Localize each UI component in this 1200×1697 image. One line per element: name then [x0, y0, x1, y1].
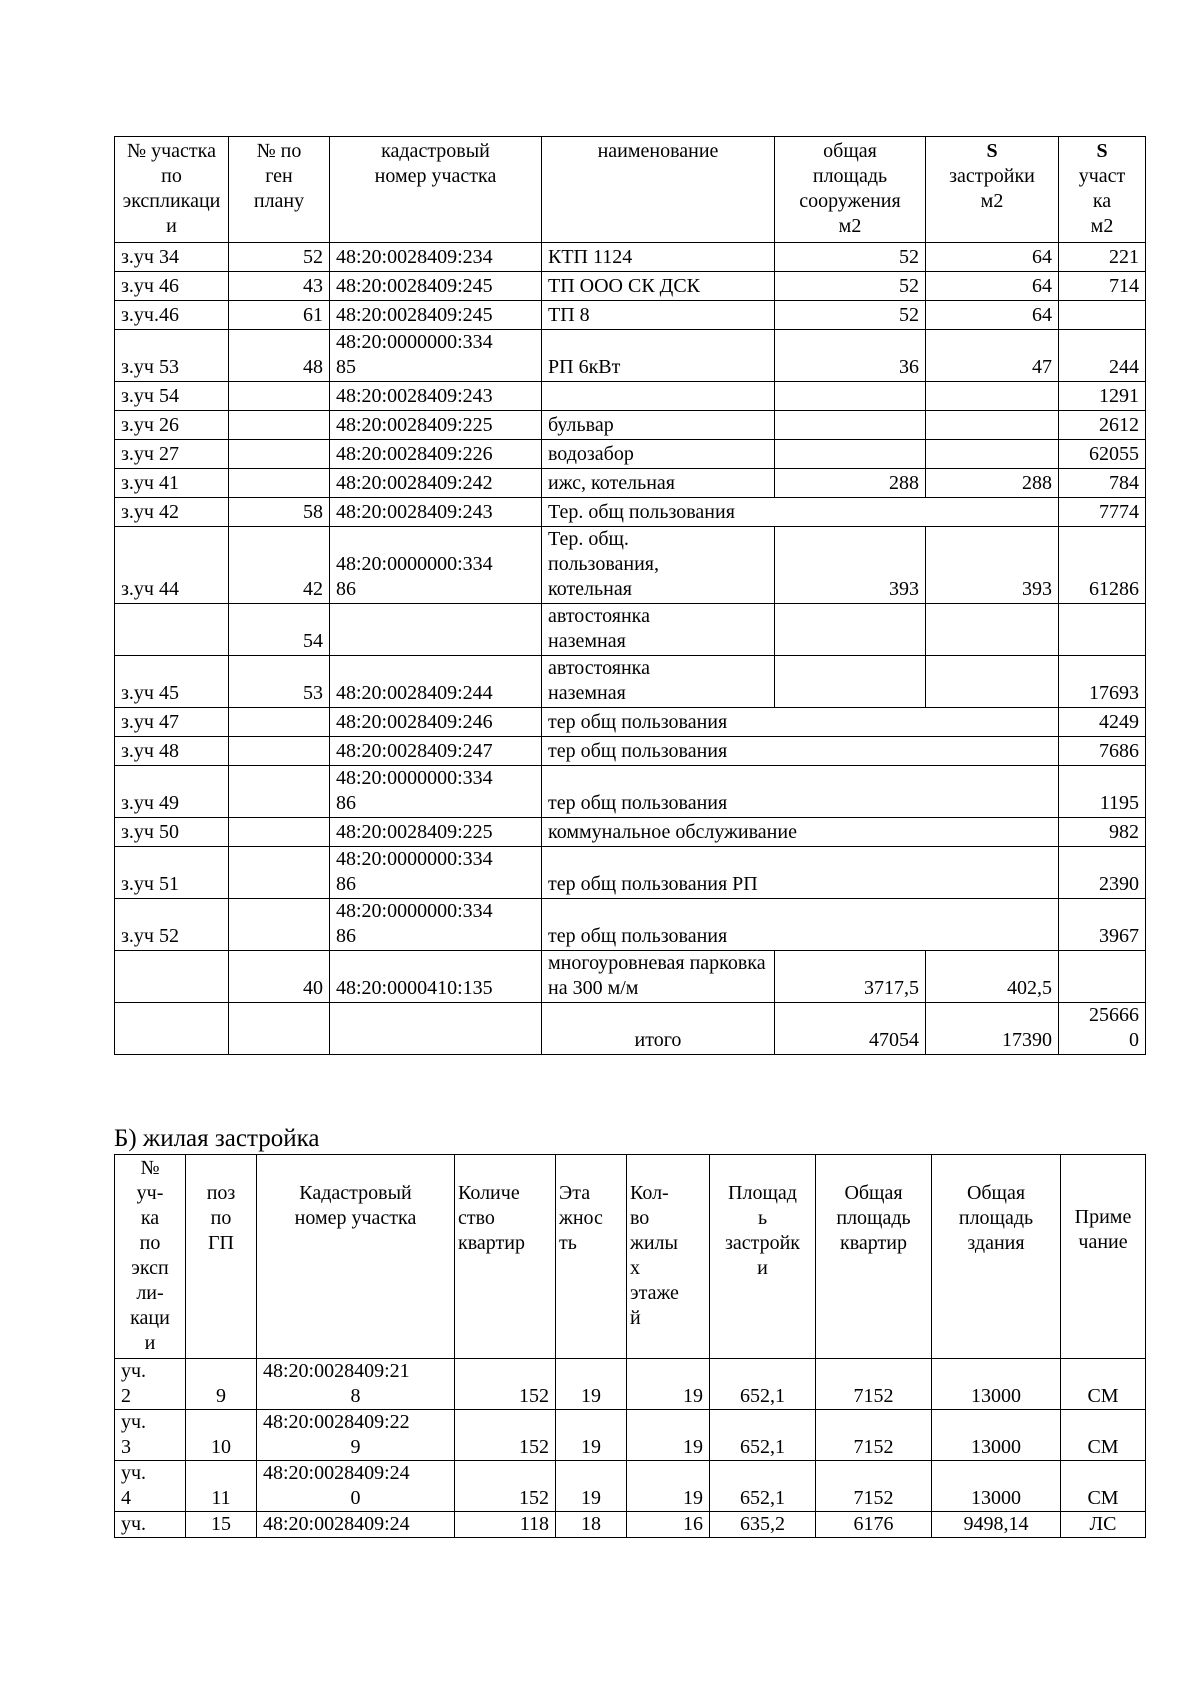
plot-number-cell: [115, 951, 229, 1003]
plot-number-cell: з.уч 54: [115, 382, 229, 411]
built-area-cell: [926, 382, 1059, 411]
living-floors-cell: 16: [627, 1512, 710, 1538]
table-row: [115, 1359, 1146, 1410]
cadastral-cell: 48:20:0028409:22 9: [257, 1410, 455, 1461]
cadastral-cell: 48:20:0028409:243: [330, 382, 542, 411]
table-row: [115, 766, 1146, 818]
plot-number-cell: з.уч 53: [115, 330, 229, 382]
plot-number-cell: з.уч 50: [115, 818, 229, 847]
living-floors-cell: 19: [627, 1461, 710, 1512]
cadastral-cell: 48:20:0028409:225: [330, 818, 542, 847]
built-area-cell: 288: [926, 469, 1059, 498]
genplan-cell: [229, 737, 330, 766]
apartments-cell: 152: [455, 1461, 556, 1512]
living-floors-cell: 19: [627, 1359, 710, 1410]
table-row: [115, 899, 1146, 951]
table-row: [115, 243, 1146, 272]
plot-number-cell: з.уч 47: [115, 708, 229, 737]
total-label: итого: [542, 1003, 775, 1055]
area-cell: [775, 604, 926, 656]
area-cell: [775, 411, 926, 440]
built-area-cell: 64: [926, 301, 1059, 330]
genplan-cell: [229, 411, 330, 440]
plot-number-cell: з.уч 51: [115, 847, 229, 899]
cadastral-cell: [330, 604, 542, 656]
plot-area-cell: 3967: [1059, 899, 1146, 951]
plot-number-cell: з.уч 46: [115, 272, 229, 301]
header-name: наименование: [542, 137, 775, 243]
table-row: [115, 951, 1146, 1003]
cadastral-cell: 48:20:0028409:242: [330, 469, 542, 498]
plot-cell: уч. 3: [115, 1410, 186, 1461]
apartments-cell: 118: [455, 1512, 556, 1538]
apartment-area-cell: 7152: [816, 1461, 932, 1512]
table-row: [115, 301, 1146, 330]
total-plot-area: 25666 0: [1059, 1003, 1146, 1055]
genplan-cell: 52: [229, 243, 330, 272]
plot-area-cell: [1059, 951, 1146, 1003]
plot-number-cell: з.уч 45: [115, 656, 229, 708]
name-cell: Тер. общ. пользования, котельная: [542, 527, 775, 604]
area-cell: [775, 656, 926, 708]
floors-cell: 19: [556, 1359, 627, 1410]
table-row: [115, 1461, 1146, 1512]
name-cell: многоуровневая парковка на 300 м/м: [542, 951, 775, 1003]
built-area-cell: [926, 411, 1059, 440]
genplan-cell: [229, 818, 330, 847]
plot-number-cell: з.уч 27: [115, 440, 229, 469]
name-cell: тер общ пользования: [542, 737, 1059, 766]
cadastral-cell: 48:20:0028409:21 8: [257, 1359, 455, 1410]
plot-number-cell: з.уч 26: [115, 411, 229, 440]
plot-area-cell: 61286: [1059, 527, 1146, 604]
table-row: [115, 411, 1146, 440]
header-floors: Эта жнос ть: [556, 1155, 627, 1359]
cadastral-cell: 48:20:0028409:225: [330, 411, 542, 440]
floors-cell: 18: [556, 1512, 627, 1538]
header-genplan-number: № по ген плану: [229, 137, 330, 243]
area-cell: 393: [775, 527, 926, 604]
total-built-area: 17390: [926, 1003, 1059, 1055]
built-area-cell: 652,1: [710, 1410, 816, 1461]
header-cadastral-number: кадастровый номер участка: [330, 137, 542, 243]
area-cell: 288: [775, 469, 926, 498]
residential-table: [114, 1154, 1146, 1538]
name-cell: водозабор: [542, 440, 775, 469]
table-row: [115, 1512, 1146, 1538]
name-cell: коммунальное обслуживание: [542, 818, 1059, 847]
plot-area-cell: 221: [1059, 243, 1146, 272]
area-cell: 52: [775, 243, 926, 272]
apartments-cell: 152: [455, 1410, 556, 1461]
living-floors-cell: 19: [627, 1410, 710, 1461]
cadastral-cell: 48:20:0000000:334 86: [330, 899, 542, 951]
name-cell: РП 6кВт: [542, 330, 775, 382]
built-area-cell: [926, 440, 1059, 469]
header-plot: № уч- ка по эксп ли- каци и: [115, 1155, 186, 1359]
table-row: [115, 272, 1146, 301]
position-cell: 9: [186, 1359, 257, 1410]
cadastral-cell: 48:20:0000000:334 86: [330, 766, 542, 818]
plot-number-cell: з.уч.46: [115, 301, 229, 330]
plot-area-cell: [1059, 301, 1146, 330]
plot-number-cell: з.уч 34: [115, 243, 229, 272]
cadastral-cell: 48:20:0000410:135: [330, 951, 542, 1003]
area-cell: [775, 440, 926, 469]
table-row: [115, 382, 1146, 411]
note-cell: СМ: [1061, 1359, 1146, 1410]
cadastral-cell: 48:20:0028409:234: [330, 243, 542, 272]
name-cell: [542, 382, 775, 411]
plot-area-cell: 1291: [1059, 382, 1146, 411]
table-row: [115, 818, 1146, 847]
apartment-area-cell: 7152: [816, 1410, 932, 1461]
area-cell: 36: [775, 330, 926, 382]
built-area-cell: 64: [926, 272, 1059, 301]
cadastral-cell: 48:20:0000000:334 86: [330, 847, 542, 899]
name-cell: бульвар: [542, 411, 775, 440]
genplan-cell: [229, 440, 330, 469]
genplan-cell: 54: [229, 604, 330, 656]
plot-area-cell: 714: [1059, 272, 1146, 301]
table-row: [115, 1410, 1146, 1461]
built-area-cell: 47: [926, 330, 1059, 382]
cadastral-cell: 48:20:0028409:243: [330, 498, 542, 527]
plot-area-cell: 1195: [1059, 766, 1146, 818]
building-area-cell: 9498,14: [932, 1512, 1061, 1538]
name-cell: тер общ пользования: [542, 708, 1059, 737]
plot-area-cell: 784: [1059, 469, 1146, 498]
built-area-cell: [926, 656, 1059, 708]
table-row: [115, 604, 1146, 656]
name-cell: автостоянка наземная: [542, 604, 775, 656]
genplan-cell: 53: [229, 656, 330, 708]
name-cell: тер общ пользования РП: [542, 847, 1059, 899]
genplan-cell: [229, 766, 330, 818]
plot-number-cell: [115, 604, 229, 656]
plot-cell: уч. 4: [115, 1461, 186, 1512]
area-cell: 52: [775, 301, 926, 330]
header-apartments: Количе ство квартир: [455, 1155, 556, 1359]
plot-number-cell: з.уч 42: [115, 498, 229, 527]
table-row: [115, 440, 1146, 469]
building-area-cell: 13000: [932, 1461, 1061, 1512]
table-row: [115, 656, 1146, 708]
plot-cell: уч.: [115, 1512, 186, 1538]
name-cell: тер общ пользования: [542, 899, 1059, 951]
table-row: [115, 330, 1146, 382]
plot-area-cell: [1059, 604, 1146, 656]
table-row: [115, 469, 1146, 498]
section-title: Б) жилая застройка: [114, 1125, 320, 1152]
plot-area-cell: 4249: [1059, 708, 1146, 737]
name-cell: тер общ пользования: [542, 766, 1059, 818]
building-area-cell: 13000: [932, 1359, 1061, 1410]
header-building-area: Общая площадь здания: [932, 1155, 1061, 1359]
table-header-row: [115, 137, 1146, 243]
cadastral-cell: 48:20:0028409:24: [257, 1512, 455, 1538]
area-cell: 3717,5: [775, 951, 926, 1003]
structures-table: [114, 136, 1146, 1055]
cadastral-cell: 48:20:0028409:246: [330, 708, 542, 737]
name-cell: ТП 8: [542, 301, 775, 330]
genplan-cell: [229, 899, 330, 951]
built-area-cell: 635,2: [710, 1512, 816, 1538]
note-cell: СМ: [1061, 1461, 1146, 1512]
plot-area-cell: 62055: [1059, 440, 1146, 469]
header-built-area: S застройки м2: [926, 137, 1059, 243]
built-area-cell: [926, 604, 1059, 656]
note-cell: ЛС: [1061, 1512, 1146, 1538]
header-plot-number: № участка по экспликаци и: [115, 137, 229, 243]
total-area: 47054: [775, 1003, 926, 1055]
genplan-cell: [229, 469, 330, 498]
genplan-cell: 61: [229, 301, 330, 330]
cadastral-cell: 48:20:0028409:24 0: [257, 1461, 455, 1512]
table-row: [115, 708, 1146, 737]
name-cell: КТП 1124: [542, 243, 775, 272]
floors-cell: 19: [556, 1410, 627, 1461]
name-cell: автостоянка наземная: [542, 656, 775, 708]
built-area-cell: 393: [926, 527, 1059, 604]
cadastral-cell: 48:20:0028409:247: [330, 737, 542, 766]
header-position: поз по ГП: [186, 1155, 257, 1359]
header-living-floors: Кол- во жилы х этаже й: [627, 1155, 710, 1359]
plot-number-cell: з.уч 41: [115, 469, 229, 498]
name-cell: Тер. общ пользования: [542, 498, 1059, 527]
table-row: [115, 737, 1146, 766]
header-cadastral: Кадастровый номер участка: [257, 1155, 455, 1359]
total-row: [115, 1003, 1146, 1055]
genplan-cell: 42: [229, 527, 330, 604]
building-area-cell: 13000: [932, 1410, 1061, 1461]
apartments-cell: 152: [455, 1359, 556, 1410]
name-cell: ТП ООО СК ДСК: [542, 272, 775, 301]
header-total-area: общая площадь сооружения м2: [775, 137, 926, 243]
genplan-cell: [229, 382, 330, 411]
cadastral-cell: 48:20:0000000:334 86: [330, 527, 542, 604]
header-note: Приме чание: [1061, 1155, 1146, 1359]
plot-number-cell: з.уч 44: [115, 527, 229, 604]
plot-number-cell: з.уч 48: [115, 737, 229, 766]
plot-area-cell: 982: [1059, 818, 1146, 847]
genplan-cell: 40: [229, 951, 330, 1003]
area-cell: 52: [775, 272, 926, 301]
plot-area-cell: 244: [1059, 330, 1146, 382]
header-apartment-area: Общая площадь квартир: [816, 1155, 932, 1359]
cadastral-cell: 48:20:0028409:226: [330, 440, 542, 469]
position-cell: 11: [186, 1461, 257, 1512]
genplan-cell: [229, 708, 330, 737]
plot-number-cell: з.уч 52: [115, 899, 229, 951]
built-area-cell: 402,5: [926, 951, 1059, 1003]
genplan-cell: 58: [229, 498, 330, 527]
position-cell: 10: [186, 1410, 257, 1461]
plot-area-cell: 7686: [1059, 737, 1146, 766]
genplan-cell: [229, 847, 330, 899]
plot-cell: уч. 2: [115, 1359, 186, 1410]
apartment-area-cell: 6176: [816, 1512, 932, 1538]
area-cell: [775, 382, 926, 411]
table-row: [115, 847, 1146, 899]
note-cell: СМ: [1061, 1410, 1146, 1461]
table-row: [115, 498, 1146, 527]
table-row: [115, 527, 1146, 604]
plot-area-cell: 7774: [1059, 498, 1146, 527]
built-area-cell: 64: [926, 243, 1059, 272]
plot-area-cell: 2612: [1059, 411, 1146, 440]
cadastral-cell: 48:20:0000000:334 85: [330, 330, 542, 382]
plot-area-cell: 2390: [1059, 847, 1146, 899]
genplan-cell: 43: [229, 272, 330, 301]
built-area-cell: 652,1: [710, 1461, 816, 1512]
cadastral-cell: 48:20:0028409:244: [330, 656, 542, 708]
position-cell: 15: [186, 1512, 257, 1538]
name-cell: ижс, котельная: [542, 469, 775, 498]
table-header-row: [115, 1155, 1146, 1359]
apartment-area-cell: 7152: [816, 1359, 932, 1410]
plot-area-cell: 17693: [1059, 656, 1146, 708]
genplan-cell: 48: [229, 330, 330, 382]
plot-number-cell: з.уч 49: [115, 766, 229, 818]
cadastral-cell: 48:20:0028409:245: [330, 301, 542, 330]
header-plot-area: S участ ка м2: [1059, 137, 1146, 243]
cadastral-cell: 48:20:0028409:245: [330, 272, 542, 301]
built-area-cell: 652,1: [710, 1359, 816, 1410]
header-built-area: Площад ь застройк и: [710, 1155, 816, 1359]
floors-cell: 19: [556, 1461, 627, 1512]
